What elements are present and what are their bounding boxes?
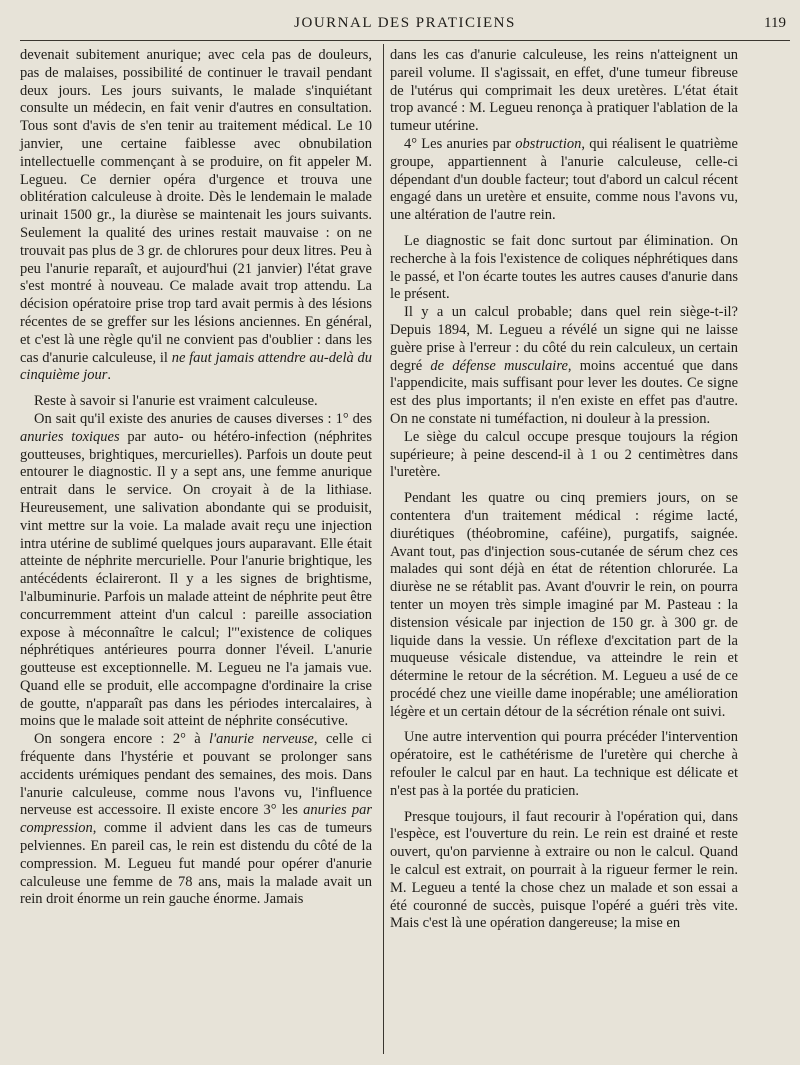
- left-column: [20, 47, 372, 909]
- paragraph: devenait subitement anurique; avec cela pas de douleurs, pas de malaises, possibilité de continuer le travail pendant deux jours. Les jours suivants, le malade s'inquiétant consulte un médecin, en fait venir d'autres en consultation. Tous sont d'avis de s'en tenir au traitement médical. Le 10 janvier, une certaine faiblesse avec obnubilation intellectuelle commençant à se produire, on fit appeler M. Legueu. Ce dernier opéra d'urgence et trouva une oblitération calculeuse à droite. Dès le lendemain le malade urinait 1500 gr., la diurèse se maintenait les jours suivants. Seulement la qualité des urines restait mauvaise : on ne trouvait pas plus de 3 gr. de chlorures pour deux litres. Peu à peu l'anurie reparaît, et aujourd'hui (21 janvier) l'état grave s'est montré à nouveau. Ce malade avait trop attendu. La décision opératoire prise trop tard avait permis à des lésions récentes de se greffer sur les lésions anciennes. En général, et c'est là une règle qu'il ne convient pas d'oublier : dans les cas d'anurie calculeuse, il ne faut jamais attendre au-delà du cinquième jour.: [20, 47, 372, 384]
- italic-emphasis: anuries toxiques: [20, 428, 120, 445]
- paragraph: Une autre intervention qui pourra précéder l'intervention opératoire, est le cathétérisme de l'uretère qui cherche à refouler le calcul par en haut. La technique est délicate et n'est pas à la portée du praticien.: [390, 729, 738, 799]
- paragraph: Presque toujours, il faut recourir à l'opération qui, dans l'espèce, est l'ouverture du rein. Le rein est drainé et reste ouvert, qu'on parvienne à extraire ou non le calcul. Quand le calcul est extrait, on pourrait à la rigueur fermer le rein. M. Legueu a tenté la chose chez un malade et son essai a été couronné de succès, puisque l'opéré a guéri très vite. Mais c'est là une opération dangereuse; la mise en: [390, 808, 738, 932]
- paragraph: Pendant les quatre ou cinq premiers jours, on se contentera d'un traitement médical : régime lacté, diurétiques (théobromine, caféine), purgatifs, saignée. Avant tout, pas d'injection sous-cutanée de sérum chez ces malades qui sont déjà en état de rétention chlorurée. La diurèse ne se rétablit pas. Avant d'ouvrir le rein, on pourra tenter un moyen très simple imaginé par M. Pasteau : la distension vésicale par injection de 150 gr. à 300 gr. de liquide dans la vessie. Un réflexe d'excitation part de la muqueuse vésicale distendue, va atteindre le rein et détermine le retour de la sécrétion. M. Legueu a usé de ce procédé chez une vieille dame inopérable; une amélioration légère et un certain détour de la sécrétion rénale ont suivi.: [390, 490, 738, 720]
- paragraph: On songera encore : 2° à l'anurie nerveuse, celle ci fréquente dans l'hystérie et pouvant se prolonger sans accidents urémiques pendant des semaines, des mois. Dans l'anurie calculeuse, comme nous l'avons vu, l'influence nerveuse est accessoire. Il existe encore 3° les anuries par compression, comme il advient dans les cas de tumeurs pelviennes. En pareil cas, le rein est distendu du côté de la compression. M. Legueu fut mandé pour opérer d'anurie calculeuse une femme de 78 ans, mais la malade avait un rein droit énorme un rein gauche énorme. Jamais: [20, 731, 372, 908]
- right-column: [390, 47, 738, 933]
- journal-title: JOURNAL DES PRATICIENS: [294, 15, 516, 31]
- page-number: 119: [764, 15, 786, 31]
- column-divider: [383, 44, 384, 1054]
- paragraph: Reste à savoir si l'anurie est vraiment calculeuse.: [34, 393, 318, 410]
- paragraph: 4° Les anuries par obstruction, qui réalisent le quatrième groupe, appartiennent à l'anurie calculeuse, celle-ci dépendant d'un double facteur; tout d'abord un calcul récent engagé dans un uretère et ensuite, comme nous l'avons vu, une altération de l'autre rein.: [390, 135, 738, 224]
- italic-emphasis: l'anurie nerveuse: [209, 731, 314, 748]
- italic-emphasis: anuries par compression: [20, 802, 372, 837]
- running-header: [20, 10, 790, 41]
- paragraph: Le siège du calcul occupe presque toujours la région supérieure; à peine descend-il à 1 ou 2 centimètres dans l'uretère.: [390, 428, 738, 481]
- paragraph: Il y a un calcul probable; dans quel rein siège-t-il? Depuis 1894, M. Legueu a révélé un signe qui ne laisse guère prise à l'erreur : du côté du rein calculeux, un certain degré de défense musculaire, moins accentué que dans l'appendicite, mais suffisant pour lever les doutes. Ce signe est des plus importants; il n'en existe en effet pas d'autre. On ne constate ni tuméfaction, ni douleur à la pression.: [390, 304, 739, 427]
- paragraph: Le diagnostic se fait donc surtout par élimination. On recherche à la fois l'existence de coliques néphrétiques dans le passé, et l'on écarte toutes les autres causes d'anurie dans le présent.: [390, 232, 738, 303]
- italic-emphasis: ne faut jamais attendre au-delà du cinquième jour: [20, 349, 372, 384]
- italic-emphasis: obstruction: [515, 135, 582, 152]
- paragraph: On sait qu'il existe des anuries de causes diverses : 1° des anuries toxiques par auto- ou hétéro-infection (néphrites goutteuses, brightiques, mercurielles). Parfois un doute peut entourer le diagnostic. Il y a sept ans, une femme anurique entrait dans le service. On croyait à de la lithiase. Heureusement, une salivation abondante qui se produisit, vint mettre sur la voie. La malade avait reçu une injection intra utérine de sublimé quelques jours auparavant. Elle était atteinte de néphrite mercurielle. Pour l'anurie brightique, les antécédents éclaireront. Il y a les signes de brightisme, l'albuminurie. Parfois un malade atteint de néphrite peut être concurremment atteint d'un calcul : pareille association expose à méconnaître le calcul; l'"existence de coliques néphrétiques antérieures pourra donner l'éveil. L'anurie goutteuse est exceptionnelle. M. Legueu ne l'a jamais vue. Quand elle se produit, elle accompagne d'ordinaire la crise de goutte, n'apparaît pas dans les périodes intercalaires, à moins que le malade soit atteint de néphrite consécutive.: [20, 410, 372, 730]
- italic-emphasis: de défense musculaire: [430, 357, 568, 374]
- paragraph: dans les cas d'anurie calculeuse, les reins n'atteignent un pareil volume. Il s'agissait, en effet, d'une tumeur fibreuse de l'utérus qui comprimait les deux uretères. L'état était trop avancé : M. Legueu renonça à pratiquer l'ablation de la tumeur utérine.: [390, 47, 738, 135]
